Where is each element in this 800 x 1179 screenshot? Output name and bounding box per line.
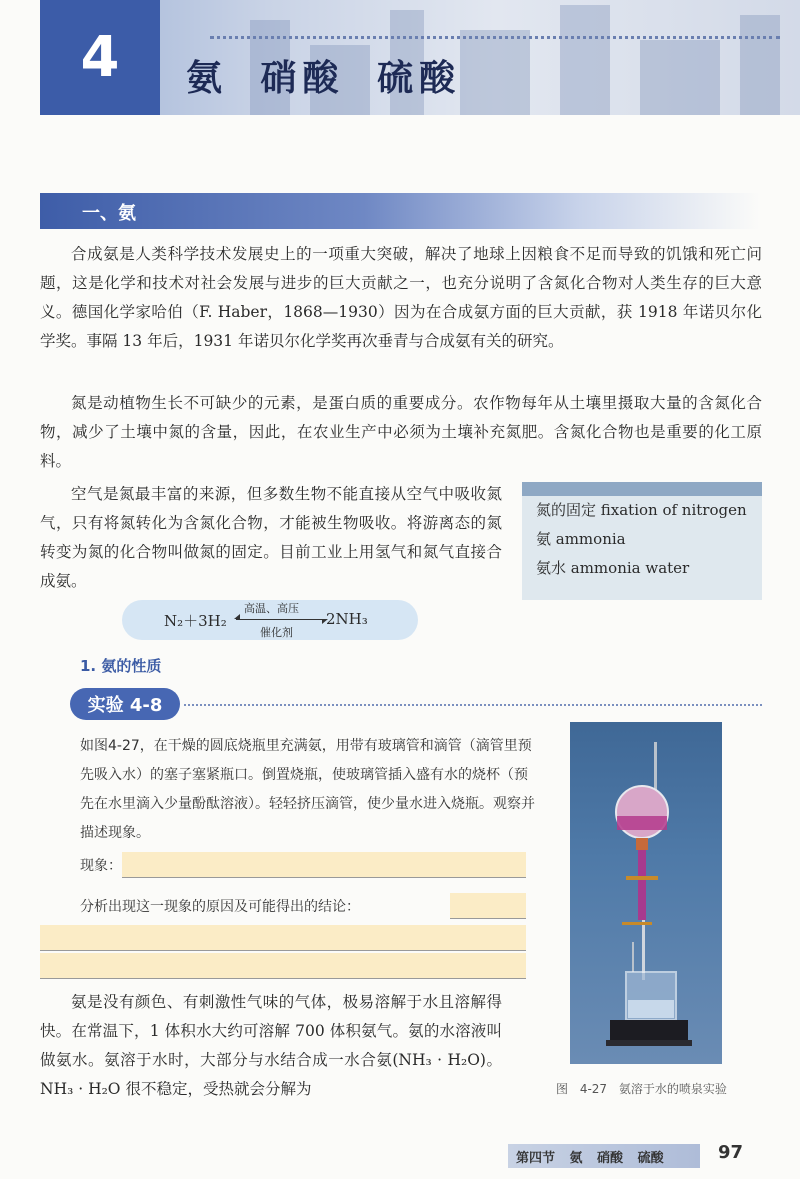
paragraph-nitrogen: 氮是动植物生长不可缺少的元素，是蛋白质的重要成分。农作物每年从土壤里摄取大量的含氮化合物，减少了土壤中氮的含量，因此，在农业生产中必须为土壤补充氮肥。含氮化合物也是重要的化工原料。 — [40, 394, 762, 470]
experiment-instructions: 如图4-27，在干燥的圆底烧瓶里充满氨，用带有玻璃管和滴管（滴管里预先吸入水）的塞子塞紧瓶口。倒置烧瓶，使玻璃管插入盛有水的烧杯（预先在水里滴入少量酚酞溶液）。轻轻挤压滴管，使少量水进入烧瓶。观察并描述现象。 — [80, 738, 535, 841]
fountain-apparatus-icon — [570, 722, 722, 1064]
glossary-item: 氮的固定 fixation of nitrogen — [536, 501, 747, 519]
equation-product: 2NH₃ — [326, 610, 368, 628]
chapter-number: 4 — [40, 0, 160, 115]
glossary-item: 氨 ammonia — [536, 530, 626, 548]
banner-building — [460, 30, 530, 115]
glossary-box — [522, 482, 762, 600]
running-footer: 第四节 氨 硝酸 硫酸 — [508, 1144, 700, 1168]
equation-condition-bottom: 催化剂 — [260, 626, 293, 639]
analysis-label: 分析出现这一现象的原因及可能得出的结论： — [80, 899, 360, 915]
section-heading-bar — [40, 193, 760, 229]
paragraph-fixation: 空气是氮最丰富的来源，但多数生物不能直接从空气中吸收氮气，只有将氮转化为含氮化合物，才能被生物吸收。将游离态的氮转变为氮的化合物叫做氮的固定。目前工业上用氢气和氮气直接合成氨。 — [40, 485, 502, 590]
synthesis-equation — [122, 600, 418, 640]
reversible-arrow-icon — [236, 619, 326, 620]
banner-dotted-line — [210, 36, 780, 39]
section-title: 一、氨 — [82, 203, 136, 224]
glossary-header-strip — [522, 482, 762, 496]
experiment-label: 实验 4-8 — [70, 688, 180, 720]
page-number: 97 — [718, 1142, 744, 1163]
banner-building — [640, 40, 720, 115]
subsection-title: 1. 氨的性质 — [80, 657, 162, 675]
equation-condition-top: 高温、高压 — [244, 602, 299, 615]
chapter-title: 氨 硝酸 硫酸 — [186, 58, 462, 99]
figure-caption: 图 4-27 氨溶于水的喷泉实验 — [556, 1082, 727, 1096]
fountain-experiment-photo — [570, 722, 722, 1064]
phenomenon-answer-field[interactable] — [122, 852, 526, 878]
glossary-item: 氨水 ammonia water — [536, 559, 690, 577]
paragraph-haber: 合成氨是人类科学技术发展史上的一项重大突破，解决了地球上因粮食不足而导致的饥饿和死亡问题，这是化学和技术对社会发展与进步的巨大贡献之一，也充分说明了含氮化合物对人类生存的巨大意义。德国化学家哈伯（F. Haber，1868—1930）因为在合成氨方面的巨大贡献，获 1918 年诺贝尔化学奖。事隔 13 年后，1931 年诺贝尔化学奖再次垂青与合成氨有关的研究。 — [40, 245, 762, 350]
paragraph-ammonia-properties: 氨是没有颜色、有刺激性气味的气体，极易溶解于水且溶解得快。在常温下，1 体积水大约可溶解 700 体积氨气。氨的水溶液叫做氨水。氨溶于水时，大部分与水结合成一水合氨(NH₃ · H₂O)。NH₃ · H₂O 很不稳定，受热就会分解为 — [40, 993, 502, 1098]
banner-building — [560, 5, 610, 115]
analysis-answer-field[interactable] — [40, 925, 526, 951]
equation-reactants: N₂＋3H₂ — [164, 612, 227, 630]
phenomenon-label: 现象： — [80, 858, 122, 874]
analysis-answer-field[interactable] — [40, 953, 526, 979]
experiment-dotted-line — [184, 704, 762, 706]
banner-building — [740, 15, 780, 115]
analysis-answer-field[interactable] — [450, 893, 526, 919]
